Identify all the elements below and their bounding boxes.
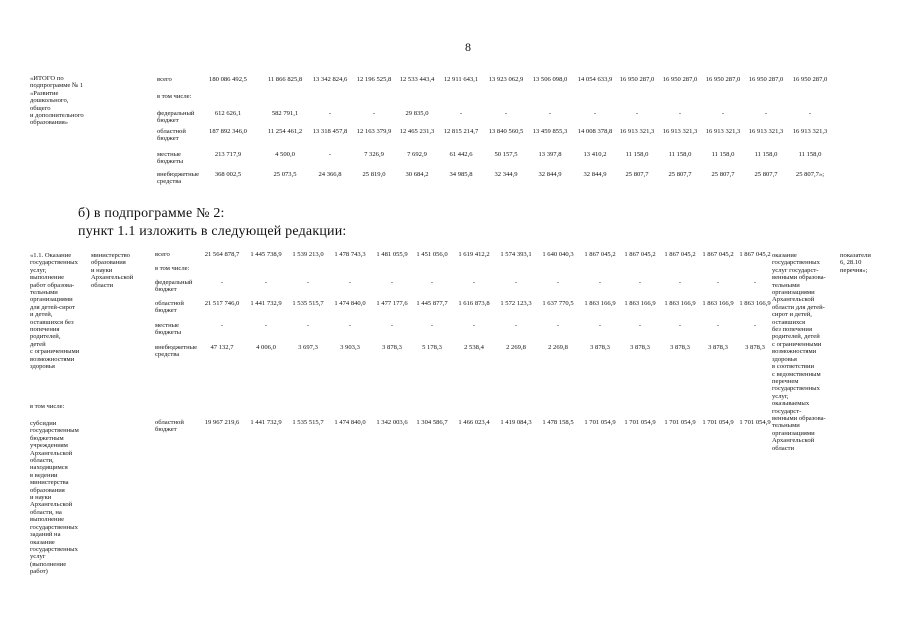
amount-cell: 213 717,9 [214,151,242,158]
amount-cell: - [430,322,434,329]
amount-cell: 11 866 825,8 [267,76,303,83]
amount-cell: - [264,322,268,329]
amount-cell: 1 701 054,9 [664,419,696,426]
amount-cell: 1 616 873,8 [458,300,490,307]
amount-cell: 1 640 040,3 [542,251,574,258]
amount-cell: 25 807,7 [625,171,649,178]
amount-cell: 24 366,8 [318,171,342,178]
amount-cell: 1 474 840,0 [334,419,366,426]
amount-cell: 7 326,9 [364,151,384,158]
amount-cell: 12 196 525,8 [356,76,392,83]
funding-source-label: внебюджетные средства [155,344,198,359]
amount-cell: 21 517 746,0 [204,300,240,307]
amount-cell: 25 807,7 [754,171,778,178]
amount-cell: - [390,322,394,329]
amount-cell: 1 867 045,2 [664,251,696,258]
amount-cell: 1 477 177,6 [376,300,408,307]
item-heading: пункт 1.1 изложить в следующей редакции: [78,224,347,239]
indicator-text: показатели 6, 28.10 перечня»; [840,252,871,274]
amount-cell: 1 863 166,9 [702,300,734,307]
amount-cell: 11 158,0 [754,151,778,158]
amount-cell: - [598,322,602,329]
amount-cell: - [504,110,508,117]
amount-cell: - [472,279,476,286]
amount-cell: 30 684,2 [405,171,429,178]
page-number: 8 [465,40,471,54]
amount-cell: 25 807,7»; [795,171,825,178]
amount-cell: 16 950 287,0 [792,76,828,83]
amount-cell: 1 863 166,9 [664,300,696,307]
amount-cell: - [459,110,463,117]
amount-cell: 1 342 003,6 [376,419,408,426]
amount-cell: 1 478 743,3 [334,251,366,258]
amount-cell: 1 863 166,9 [624,300,656,307]
amount-cell: - [430,279,434,286]
amount-cell: - [716,322,720,329]
funding-source-label: в том числе: [157,93,192,100]
amount-cell: - [678,322,682,329]
amount-cell: 1 867 045,2 [702,251,734,258]
amount-cell: - [328,110,332,117]
funding-source-label: федеральный бюджет [155,279,193,294]
amount-cell: 3 878,3 [630,344,650,351]
amount-cell: - [593,110,597,117]
amount-cell: 32 844,9 [538,171,562,178]
amount-cell: 21 564 878,7 [204,251,240,258]
amount-cell: 4 500,0 [275,151,295,158]
amount-cell: 16 950 287,0 [705,76,741,83]
amount-cell: - [372,110,376,117]
amount-cell: - [598,279,602,286]
amount-cell: 612 626,1 [214,110,242,117]
amount-cell: 25 807,7 [668,171,692,178]
funding-source-label: всего [155,251,170,258]
amount-cell: 2 269,8 [506,344,526,351]
funding-source-label: в том числе: [155,265,190,272]
amount-cell: - [808,110,812,117]
amount-cell: 12 465 231,3 [399,128,435,135]
funding-source-label: местные бюджеты [157,151,184,166]
amount-cell: 1 701 054,9 [624,419,656,426]
amount-cell: 3 878,3 [708,344,728,351]
amount-cell: 16 950 287,0 [662,76,698,83]
amount-cell: 1 863 166,9 [584,300,616,307]
amount-cell: 25 073,5 [273,171,297,178]
amount-cell: 3 903,3 [340,344,360,351]
amount-cell: 32 344,9 [494,171,518,178]
amount-cell: - [472,322,476,329]
amount-cell: - [514,322,518,329]
amount-cell: - [678,110,682,117]
amount-cell: - [635,110,639,117]
amount-cell: - [328,151,332,158]
amount-cell: 1 867 045,2 [584,251,616,258]
amount-cell: 47 132,7 [210,344,234,351]
amount-cell: - [220,322,224,329]
program-total-label: «ИТОГО по подпрограмме № 1 «Развитие дошкольного, общего и дополнительного образования» [30,75,84,127]
amount-cell: 1 572 123,3 [500,300,532,307]
amount-cell: 11 158,0 [625,151,649,158]
amount-cell: - [753,322,757,329]
amount-cell: 25 819,0 [362,171,386,178]
amount-cell: 1 535 515,7 [292,419,324,426]
amount-cell: 11 158,0 [668,151,692,158]
amount-cell: 14 008 378,8 [577,128,613,135]
amount-cell: 7 692,9 [407,151,427,158]
amount-cell: 187 892 346,0 [209,128,247,135]
amount-cell: 16 913 321,3 [662,128,698,135]
amount-cell: - [764,110,768,117]
amount-cell: 1 619 412,2 [458,251,490,258]
amount-cell: 50 157,5 [494,151,518,158]
item-label: «1.1. Оказание государственных услуг, выполнение работ образова- тельными организациями для детей-сирот и детей, оставшихся без попечения родителей, детей с ограниченными возможностями здоровья [30,252,80,371]
amount-cell: 14 054 633,9 [577,76,613,83]
amount-cell: - [264,279,268,286]
executor-label: министерство образования и науки Архангельской области [91,252,134,289]
amount-cell: 12 163 379,9 [356,128,392,135]
amount-cell: 4 006,0 [256,344,276,351]
amount-cell: - [348,322,352,329]
amount-cell: 1 478 158,5 [542,419,574,426]
amount-cell: 1 445 877,7 [416,300,448,307]
amount-cell: 1 637 770,5 [542,300,574,307]
amount-cell: 3 697,3 [298,344,318,351]
amount-cell: 13 840 560,5 [488,128,524,135]
result-text: оказание государственных услуг государст- венными образова- тельными организациями Архангельской области для детей- сирот и детей, оставшихся без попечения родителей, детей с ограниченными возможностями здоровья в соответствии с ведомственным перечнем государственных услуг, оказываемых государст- венными образова- тельными организациями Архангельской области [772,252,826,452]
funding-source-label: областной бюджет [155,419,184,434]
funding-source-label: внебюджетные средства [157,171,200,186]
including-label: в том числе: [30,403,65,410]
amount-cell: - [716,279,720,286]
amount-cell: 16 950 287,0 [748,76,784,83]
amount-cell: 19 967 219,6 [204,419,240,426]
funding-source-label: областной бюджет [157,128,186,143]
amount-cell: 1 701 054,9 [584,419,616,426]
amount-cell: - [678,279,682,286]
amount-cell: 180 086 492,5 [209,76,247,83]
amount-cell: 1 441 732,9 [250,300,282,307]
amount-cell: 3 878,3 [382,344,402,351]
amount-cell: 13 506 098,0 [532,76,568,83]
amount-cell: 16 950 287,0 [619,76,655,83]
amount-cell: 13 923 062,9 [488,76,524,83]
amount-cell: - [390,279,394,286]
amount-cell: 25 807,7 [711,171,735,178]
amount-cell: - [514,279,518,286]
amount-cell: - [220,279,224,286]
amount-cell: - [548,110,552,117]
amount-cell: 1 445 738,9 [250,251,282,258]
amount-cell: - [638,279,642,286]
amount-cell: 1 701 054,9 [739,419,771,426]
amount-cell: - [348,279,352,286]
amount-cell: 11 254 461,2 [267,128,303,135]
amount-cell: 16 913 321,3 [619,128,655,135]
amount-cell: 16 913 321,3 [792,128,828,135]
amount-cell: 3 878,3 [745,344,765,351]
amount-cell: 12 533 443,4 [399,76,435,83]
amount-cell: 13 410,2 [583,151,607,158]
amount-cell: 1 539 213,0 [292,251,324,258]
amount-cell: 13 342 824,6 [312,76,348,83]
amount-cell: - [753,279,757,286]
amount-cell: 1 867 045,2 [624,251,656,258]
amount-cell: 1 535 515,7 [292,300,324,307]
amount-cell: 1 701 054,9 [702,419,734,426]
amount-cell: 61 442,6 [449,151,473,158]
amount-cell: - [638,322,642,329]
amount-cell: 16 913 321,3 [705,128,741,135]
amount-cell: 1 466 023,4 [458,419,490,426]
amount-cell: 13 397,8 [538,151,562,158]
amount-cell: 34 985,8 [449,171,473,178]
amount-cell: - [556,322,560,329]
amount-cell: - [306,322,310,329]
amount-cell: - [556,279,560,286]
subprogram-heading: б) в подпрограмме № 2: [78,206,225,221]
amount-cell: 1 481 055,9 [376,251,408,258]
amount-cell: 1 863 166,9 [739,300,771,307]
amount-cell: 11 158,0 [711,151,735,158]
amount-cell: 32 844,9 [583,171,607,178]
amount-cell: - [306,279,310,286]
amount-cell: 29 835,0 [405,110,429,117]
amount-cell: 12 815 214,7 [443,128,479,135]
funding-source-label: федеральный бюджет [157,110,195,125]
amount-cell: 3 878,3 [670,344,690,351]
amount-cell: 1 304 586,7 [416,419,448,426]
amount-cell: 2 538,4 [464,344,484,351]
amount-cell: 5 178,3 [422,344,442,351]
amount-cell: 1 474 840,0 [334,300,366,307]
amount-cell: 12 911 643,1 [443,76,479,83]
amount-cell: 1 441 732,9 [250,419,282,426]
funding-source-label: местные бюджеты [155,322,182,337]
amount-cell: 1 419 084,3 [500,419,532,426]
amount-cell: 1 451 056,0 [416,251,448,258]
amount-cell: 368 002,5 [214,171,242,178]
amount-cell: 11 158,0 [798,151,822,158]
amount-cell: 582 791,1 [271,110,299,117]
amount-cell: 13 318 457,8 [312,128,348,135]
amount-cell: 1 867 045,2 [739,251,771,258]
amount-cell: 2 269,8 [548,344,568,351]
funding-source-label: областной бюджет [155,300,184,315]
amount-cell: 1 574 393,1 [500,251,532,258]
funding-source-label: всего [157,76,172,83]
subsidy-label: субсидии государственным бюджетным учреждениям Архангельской области, находящимся в ведении министерства образования и науки Архангельской области, на выполнение государственных заданий на оказание государственных услуг (выполнение работ) [30,420,79,576]
amount-cell: 16 913 321,3 [748,128,784,135]
amount-cell: 13 459 855,3 [532,128,568,135]
amount-cell: - [721,110,725,117]
amount-cell: 3 878,3 [590,344,610,351]
